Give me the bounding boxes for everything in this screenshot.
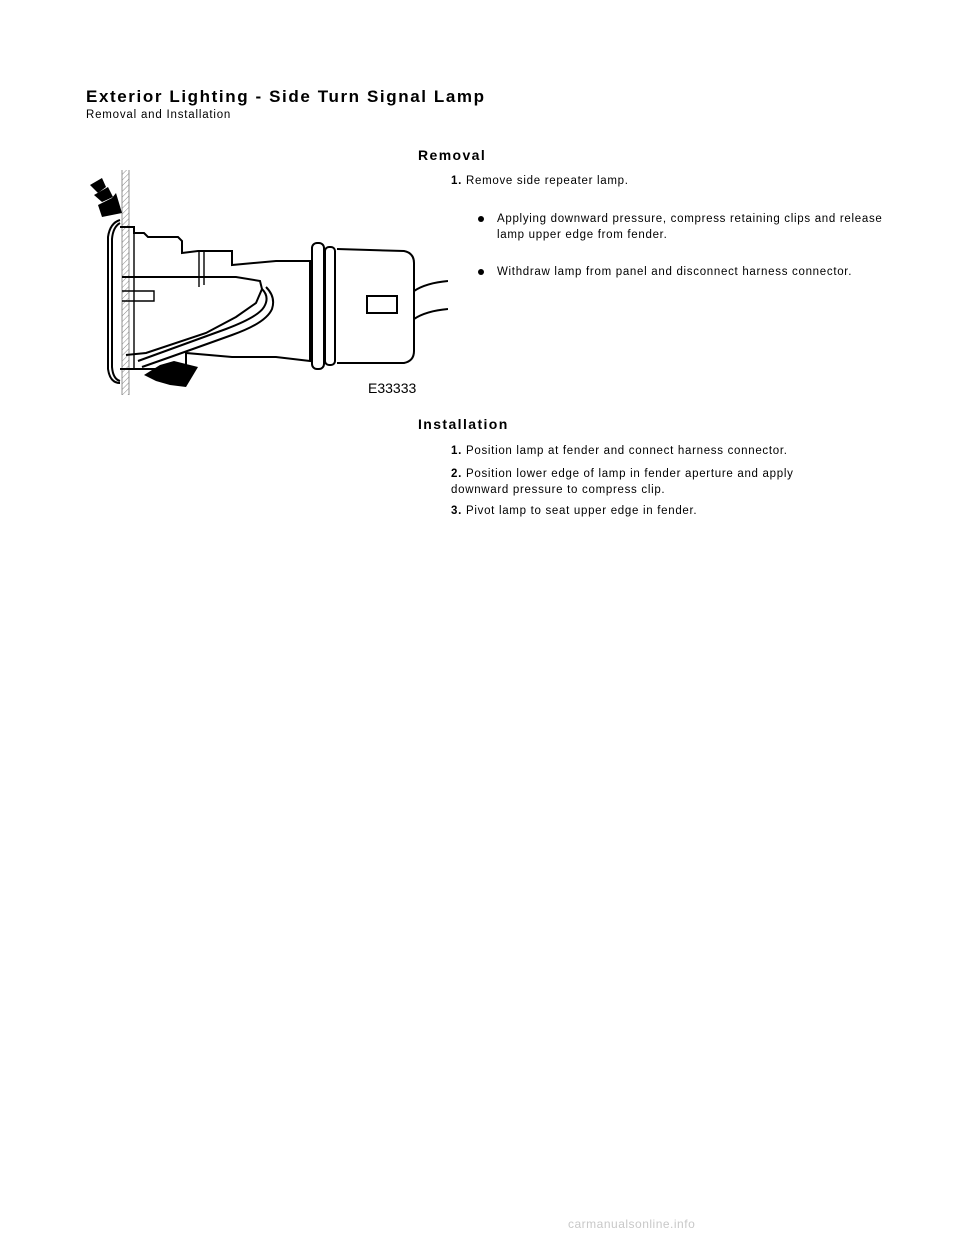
connector-housing — [337, 249, 414, 363]
step-text: Position lower edge of lamp in fender aperture and apply downward pressure to compress clip. — [451, 468, 794, 496]
removal-heading: Removal — [418, 147, 487, 163]
removal-bullet-2 — [478, 264, 897, 280]
step-number: 1. — [451, 445, 462, 457]
lamp-lens — [108, 220, 120, 383]
step-number: 3. — [451, 505, 462, 517]
lamp-illustration — [86, 165, 448, 400]
step-number: 2. — [451, 468, 462, 480]
bullet-icon — [478, 216, 484, 222]
removal-bullet-1 — [478, 211, 897, 243]
seal-ring — [312, 243, 335, 369]
pressure-arrow-icon — [90, 178, 122, 217]
page-subtitle: Removal and Installation — [86, 109, 232, 121]
page-title: Exterior Lighting - Side Turn Signal Lamp — [86, 87, 486, 106]
bullet-text: Applying downward pressure, compress retaining clips and release lamp upper edge from fender. — [497, 213, 883, 241]
installation-step-2 — [451, 466, 841, 498]
step-text: Pivot lamp to seat upper edge in fender. — [466, 505, 698, 517]
push-arrow-icon — [144, 361, 198, 387]
harness-wires — [414, 281, 448, 319]
lamp-body — [120, 227, 310, 369]
bullet-icon — [478, 269, 484, 275]
step-text: Position lamp at fender and connect harness connector. — [466, 445, 788, 457]
removal-step-1 — [451, 173, 871, 189]
bullet-text: Withdraw lamp from panel and disconnect harness connector. — [497, 266, 853, 278]
fender-panel — [122, 170, 129, 395]
installation-step-1 — [451, 443, 871, 459]
installation-heading: Installation — [418, 416, 509, 432]
step-text: Remove side repeater lamp. — [466, 175, 629, 187]
installation-step-3 — [451, 503, 871, 519]
step-number: 1. — [451, 175, 462, 187]
watermark: carmanualsonline.info — [568, 1217, 696, 1231]
figure-label: E33333 — [368, 380, 417, 396]
